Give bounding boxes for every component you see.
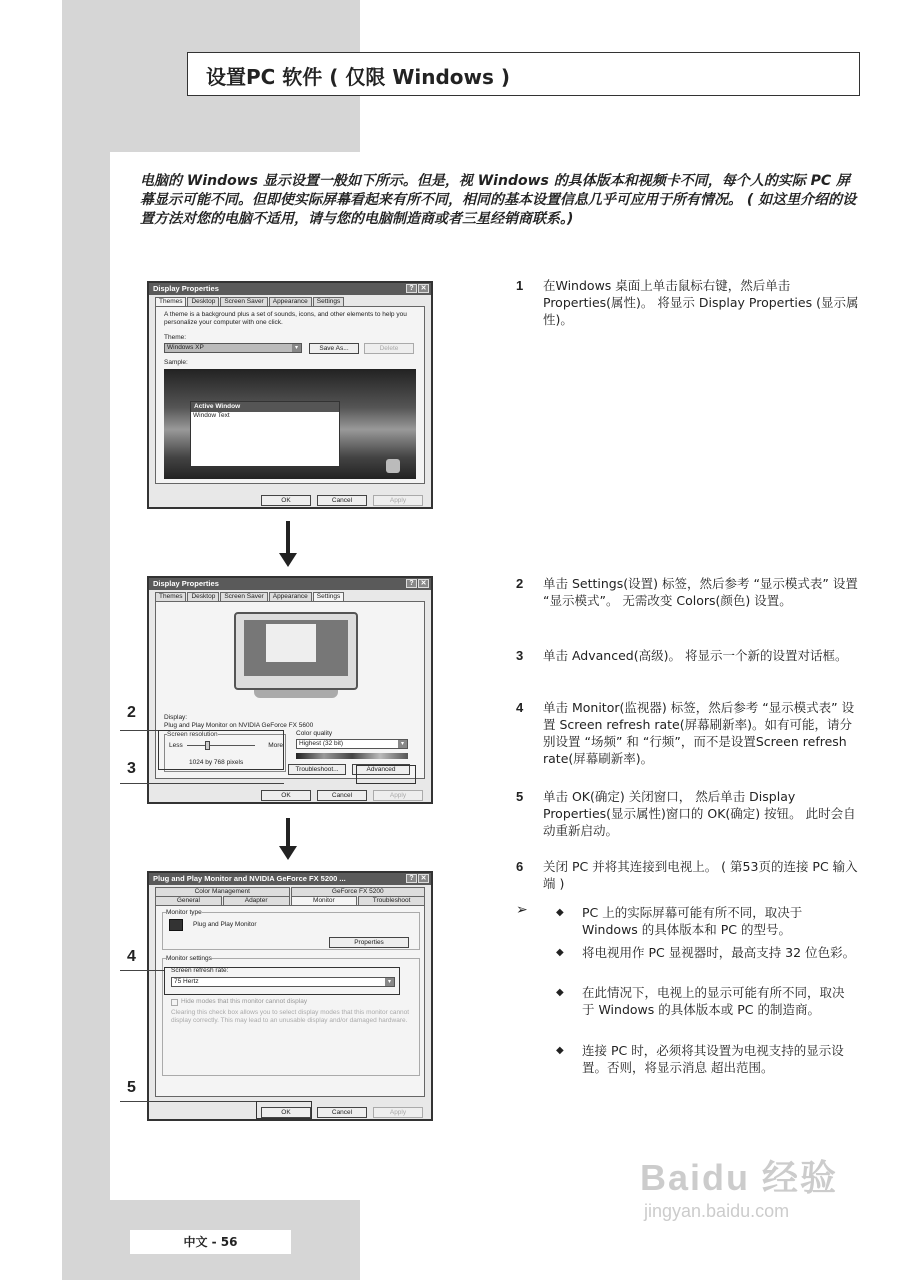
monitor-name: Plug and Play Monitor bbox=[193, 921, 257, 928]
step-number: 3 bbox=[516, 648, 524, 663]
page-title: 设置PC 软件 ( 仅限 Windows ) bbox=[187, 52, 860, 96]
res-label: Screen resolution bbox=[167, 731, 218, 738]
ok-button[interactable]: OK bbox=[261, 790, 311, 801]
sample-active-window bbox=[190, 401, 340, 467]
callout-5-line bbox=[120, 1101, 258, 1102]
resolution-highlight-box bbox=[158, 730, 284, 770]
help-icon[interactable]: ? bbox=[406, 579, 417, 588]
theme-select-value: Windows XP bbox=[167, 344, 204, 351]
tab-monitor[interactable]: Monitor bbox=[291, 896, 358, 905]
refresh-rate-label: Screen refresh rate: bbox=[171, 967, 229, 974]
resolution-value: 1024 by 768 pixels bbox=[189, 759, 244, 766]
diamond-bullet-icon: ◆ bbox=[556, 987, 564, 998]
callout-3: 3 bbox=[127, 760, 136, 777]
tab-adapter[interactable]: Adapter bbox=[223, 896, 290, 905]
theme-select[interactable] bbox=[164, 343, 302, 353]
callout-5: 5 bbox=[127, 1079, 136, 1096]
tab-general[interactable]: General bbox=[155, 896, 222, 905]
apply-button[interactable]: Apply bbox=[373, 790, 423, 801]
step-number: 2 bbox=[516, 576, 524, 591]
monitor-stand bbox=[254, 690, 338, 698]
tab-geforce[interactable]: GeForce FX 5200 bbox=[291, 887, 426, 896]
flow-arrow-head bbox=[279, 846, 297, 860]
intro-paragraph: 电脑的 Windows 显示设置一般如下所示。但是，视 Windows 的具体版本和视频卡不同，每个人的实际 PC 屏幕显示可能不同。但即使实际屏幕看起来有所不同，相同的基本设置信息几乎可应用于所有情况。 ( 如这里介绍的设置方法对您的电脑不适用，请与您的电脑制造商或者三星经销商联系。) bbox=[140, 173, 857, 227]
step-text: 单击 Settings(设置) 标签，然后参考 “显示模式表” 设置 “显示模式”。 无需改变 Colors(颜色) 设置。 bbox=[543, 576, 858, 608]
step-number: 1 bbox=[516, 278, 524, 293]
monitor-preview-icon bbox=[234, 612, 358, 690]
hide-modes-description: Clearing this check box allows you to select display modes that this monitor cannot display correctly. This may lead to an unusable display and/or damaged hardware. bbox=[171, 1009, 410, 1024]
display-properties-window-themes bbox=[147, 281, 433, 509]
active-window-title: Active Window bbox=[194, 403, 241, 410]
note-text: PC 上的实际屏幕可能有所不同，取决于 Windows 的具体版本和 PC 的型号。 bbox=[582, 905, 803, 937]
diamond-bullet-icon: ◆ bbox=[556, 907, 564, 918]
cancel-button[interactable]: Cancel bbox=[317, 495, 367, 506]
tab-color-management[interactable]: Color Management bbox=[155, 887, 290, 896]
step-item bbox=[516, 575, 861, 609]
baidu-watermark bbox=[640, 1150, 838, 1222]
window-title: Display Properties bbox=[153, 284, 219, 293]
refresh-rate-highlight-box bbox=[164, 967, 400, 995]
tab-themes[interactable]: Themes bbox=[155, 297, 186, 306]
troubleshoot-button[interactable]: Troubleshoot... bbox=[288, 764, 346, 775]
note-item bbox=[556, 904, 856, 938]
advanced-button[interactable]: Advanced bbox=[352, 764, 410, 775]
color-quality-label: Color quality bbox=[296, 730, 333, 737]
step-item bbox=[516, 647, 861, 664]
step-item bbox=[516, 277, 861, 328]
step-item bbox=[516, 858, 861, 892]
sample-label: Sample: bbox=[164, 359, 188, 366]
step-text: 单击 OK(确定) 关闭窗口， 然后单击 Display Properties(显示属性)窗口的 OK(确定) 按钮。 此时会自动重新启动。 bbox=[543, 789, 856, 838]
less-label: Less bbox=[169, 742, 183, 749]
tab-settings[interactable]: Settings bbox=[313, 592, 345, 601]
chevron-down-icon: ▾ bbox=[398, 740, 407, 748]
watermark-url: jingyan.baidu.com bbox=[644, 1201, 790, 1221]
close-icon[interactable]: ✕ bbox=[418, 874, 429, 883]
color-quality-value: Highest (32 bit) bbox=[299, 740, 344, 747]
callout-2: 2 bbox=[127, 704, 136, 721]
diamond-bullet-icon: ◆ bbox=[556, 1045, 564, 1056]
window-title: Display Properties bbox=[153, 579, 219, 588]
ok-button[interactable]: OK bbox=[261, 1107, 311, 1118]
step-text: 关闭 PC 并将其连接到电视上。 ( 第53页的连接 PC 输入端 ) bbox=[543, 859, 858, 891]
note-text: 连接 PC 时，必须将其设置为电视支持的显示设置。否则，将显示消息 超出范围。 bbox=[582, 1043, 844, 1075]
note-item bbox=[556, 1042, 856, 1076]
chevron-down-icon: ▾ bbox=[385, 978, 394, 986]
active-window-titlebar bbox=[191, 402, 339, 412]
note-item bbox=[556, 944, 856, 961]
flow-arrow-shaft bbox=[286, 818, 290, 848]
tab-settings[interactable]: Settings bbox=[313, 297, 345, 306]
save-as-button[interactable]: Save As... bbox=[309, 343, 359, 354]
tab-appearance[interactable]: Appearance bbox=[269, 297, 312, 306]
monitor-icon bbox=[169, 919, 183, 931]
hide-modes-label: Hide modes that this monitor cannot display bbox=[181, 998, 308, 1005]
callout-4: 4 bbox=[127, 948, 136, 965]
flow-arrow-head bbox=[279, 553, 297, 567]
tab-themes[interactable]: Themes bbox=[155, 592, 186, 601]
help-icon[interactable]: ? bbox=[406, 284, 417, 293]
step-item bbox=[516, 788, 861, 839]
theme-label: Theme: bbox=[164, 334, 187, 341]
display-value: Plug and Play Monitor on NVIDIA GeForce FX 5600 bbox=[164, 722, 314, 729]
step-number: 5 bbox=[516, 789, 524, 804]
hide-modes-checkbox[interactable] bbox=[171, 999, 178, 1006]
tab-row-1 bbox=[149, 885, 431, 896]
tab-troubleshoot[interactable]: Troubleshoot bbox=[358, 896, 425, 905]
help-icon[interactable]: ? bbox=[406, 874, 417, 883]
window-titlebar bbox=[149, 873, 431, 885]
note-item bbox=[556, 984, 856, 1018]
callout-4-line bbox=[120, 970, 164, 971]
delete-button[interactable]: Delete bbox=[364, 343, 414, 354]
recycle-bin-icon bbox=[386, 459, 400, 473]
tab-desktop[interactable]: Desktop bbox=[187, 592, 219, 601]
note-text: 将电视用作 PC 显视器时，最高支持 32 位色彩。 bbox=[582, 945, 856, 960]
color-quality-select[interactable] bbox=[296, 739, 408, 749]
note-arrow-icon: ➢ bbox=[516, 902, 528, 918]
step-number: 6 bbox=[516, 859, 524, 874]
more-label: More bbox=[268, 742, 283, 749]
theme-description: A theme is a background plus a set of sounds, icons, and other elements to help you personalize your computer with one click. bbox=[164, 311, 407, 326]
apply-button[interactable]: Apply bbox=[373, 1107, 423, 1118]
ok-button[interactable]: OK bbox=[261, 495, 311, 506]
apply-button[interactable]: Apply bbox=[373, 495, 423, 506]
note-text: 在此情况下，电视上的显示可能有所不同，取决于 Windows 的具体版本或 PC 的制造商。 bbox=[582, 985, 845, 1017]
display-label: Display: bbox=[164, 714, 188, 721]
monitor-settings-label: Monitor settings bbox=[166, 955, 212, 962]
cancel-button[interactable]: Cancel bbox=[317, 790, 367, 801]
tab-desktop[interactable]: Desktop bbox=[187, 297, 219, 306]
flow-arrow-shaft bbox=[286, 521, 290, 555]
advanced-highlight-box bbox=[356, 765, 416, 784]
watermark-logo: Baidu 经验 bbox=[640, 1157, 839, 1198]
tab-screen-saver[interactable]: Screen Saver bbox=[220, 592, 267, 601]
refresh-rate-value: 75 Hertz bbox=[174, 978, 199, 985]
cancel-button[interactable]: Cancel bbox=[317, 1107, 367, 1118]
diamond-bullet-icon: ◆ bbox=[556, 947, 564, 958]
window-title: Plug and Play Monitor and NVIDIA GeForce FX 5200 ... bbox=[153, 874, 346, 883]
close-icon[interactable]: ✕ bbox=[418, 579, 429, 588]
ok-highlight-box bbox=[256, 1101, 312, 1119]
step-text: 在Windows 桌面上单击鼠标右键，然后单击 Properties(属性)。 将显示 Display Properties (显示属性)。 bbox=[543, 278, 859, 327]
page-band-left bbox=[62, 0, 110, 1200]
monitor-properties-window bbox=[147, 871, 433, 1121]
callout-3-line bbox=[120, 783, 284, 784]
window-text: Window Text bbox=[193, 412, 230, 419]
window-titlebar bbox=[149, 578, 431, 590]
tab-screen-saver[interactable]: Screen Saver bbox=[220, 297, 267, 306]
tab-row-2 bbox=[149, 896, 431, 905]
tab-appearance[interactable]: Appearance bbox=[269, 592, 312, 601]
step-number: 4 bbox=[516, 700, 524, 715]
color-bar bbox=[296, 753, 408, 759]
step-text: 单击 Advanced(高级)。 将显示一个新的设置对话框。 bbox=[543, 648, 848, 663]
close-icon[interactable]: ✕ bbox=[418, 284, 429, 293]
monitor-type-label: Monitor type bbox=[166, 909, 202, 916]
chevron-down-icon: ▾ bbox=[292, 344, 301, 352]
step-item bbox=[516, 699, 861, 767]
sample-preview bbox=[164, 369, 416, 479]
window-titlebar bbox=[149, 283, 431, 295]
step-text: 单击 Monitor(监视器) 标签，然后参考 “显示模式表” 设置 Screen refresh rate(屏幕刷新率)。如有可能，请分别设置 “场频” 和 “行频”，而不是设置Screen refresh rate(屏幕刷新率)。 bbox=[543, 700, 855, 766]
properties-button[interactable]: Properties bbox=[329, 937, 409, 948]
monitor-type-group bbox=[162, 909, 420, 950]
page-footer: 中文 - 56 bbox=[130, 1230, 291, 1254]
